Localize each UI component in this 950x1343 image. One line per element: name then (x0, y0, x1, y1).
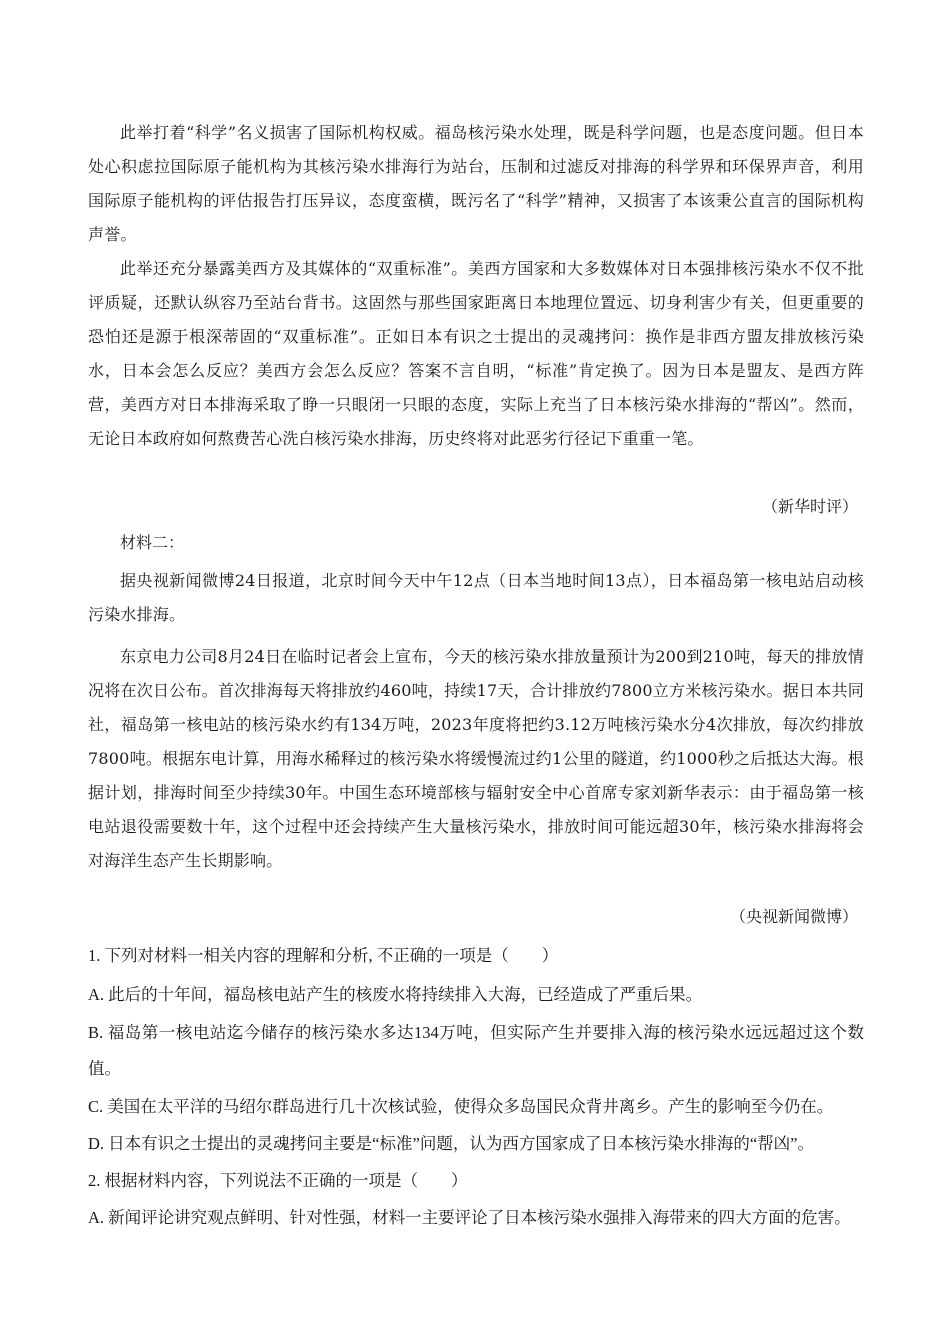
material2-label: 材料二： (120, 533, 185, 552)
material1-paragraph-2: 此举还充分暴露美西方及其媒体的“双重标准”。美西方国家和大多数媒体对日本强排核污染水不仅不批评质疑，还默认纵容乃至站台背书。这固然与那些国家距离日本地理位置远、切身利害少有关，但更重要的恐怕还是源于根深蒂固的“双重标准”。正如日本有识之士提出的灵魂拷问：换作是非西方盟友排放核污染水，日本会怎么反应？美西方会怎么反应？答案不言自明，“标准”肯定换了。因为日本是盟友、是西方阵营，美西方对日本排海采取了睁一只眼闭一只眼的态度，实际上充当了日本核污染水排海的“帮凶”。然而，无论日本政府如何熬费苦心洗白核污染水排海，历史终将对此恶劣行径记下重重一笔。 (88, 259, 864, 448)
material1-source: （新华时评） (761, 497, 858, 516)
material2-paragraph-2: 东京电力公司8月24日在临时记者会上宣布，今天的核污染水排放量预计为200到210吨，每天的排放情况将在次日公布。首次排海每天将排放约460吨，持续17天，合计排放约7800立方米核污染水。据日本共同社，福岛第一核电站的核污染水约有134万吨，2023年度将把约3.12万吨核污染水分4次排放，每次约排放7800吨。根据东电计算，用海水稀释过的核污染水将缓慢流过约1公里的隧道，约1000秒之后抵达大海。根据计划，排海时间至少持续30年。中国生态环境部核与辐射安全中心首席专家刘新华表示：由于福岛第一核电站退役需要数十年，这个过程中还会持续产生大量核污染水，排放时间可能远超30年，核污染水排海将会对海洋生态产生长期影响。 (88, 647, 864, 870)
material2-source: （央视新闻微博） (729, 907, 858, 926)
material1-paragraph-1: 此举打着“科学”名义损害了国际机构权威。福岛核污染水处理，既是科学问题，也是态度问题。但日本处心积虑拉国际原子能机构为其核污染水排海行为站台，压制和过滤反对排海的科学界和环保界声音，利用国际原子能机构的评估报告打压异议，态度蛮横，既污名了“科学”精神，又损害了本该秉公直言的国际机构声誉。 (88, 123, 864, 244)
question-2-option-a: A. 新闻评论讲究观点鲜明、针对性强，材料一主要评论了日本核污染水强排入海带来的四大方面的危害。 (88, 1208, 851, 1227)
question-1-option-c: C. 美国在太平洋的马绍尔群岛进行几十次核试验，使得众多岛国民众背井离乡。产生的影响至今仍在。 (88, 1097, 834, 1116)
question-1-option-a: A. 此后的十年间，福岛核电站产生的核废水将持续排入大海，已经造成了严重后果。 (88, 985, 703, 1004)
material2-paragraph-1: 据央视新闻微博24日报道，北京时间今天中午12点（日本当地时间13点），日本福岛第一核电站启动核污染水排海。 (88, 571, 864, 624)
question-1-stem: 1. 下列对材料一相关内容的理解和分析, 不正确的一项是（ ） (88, 946, 559, 965)
question-1-option-d: D. 日本有识之士提出的灵魂拷问主要是“标准”问题，认为西方国家成了日本核污染水排海的“帮凶”。 (88, 1134, 814, 1153)
question-1-option-b: B. 福岛第一核电站迄今储存的核污染水多达134万吨，但实际产生并要排入海的核污染水远远超过这个数值。 (88, 1023, 864, 1078)
question-2-stem: 2. 根据材料内容，下列说法不正确的一项是（ ） (88, 1171, 468, 1190)
